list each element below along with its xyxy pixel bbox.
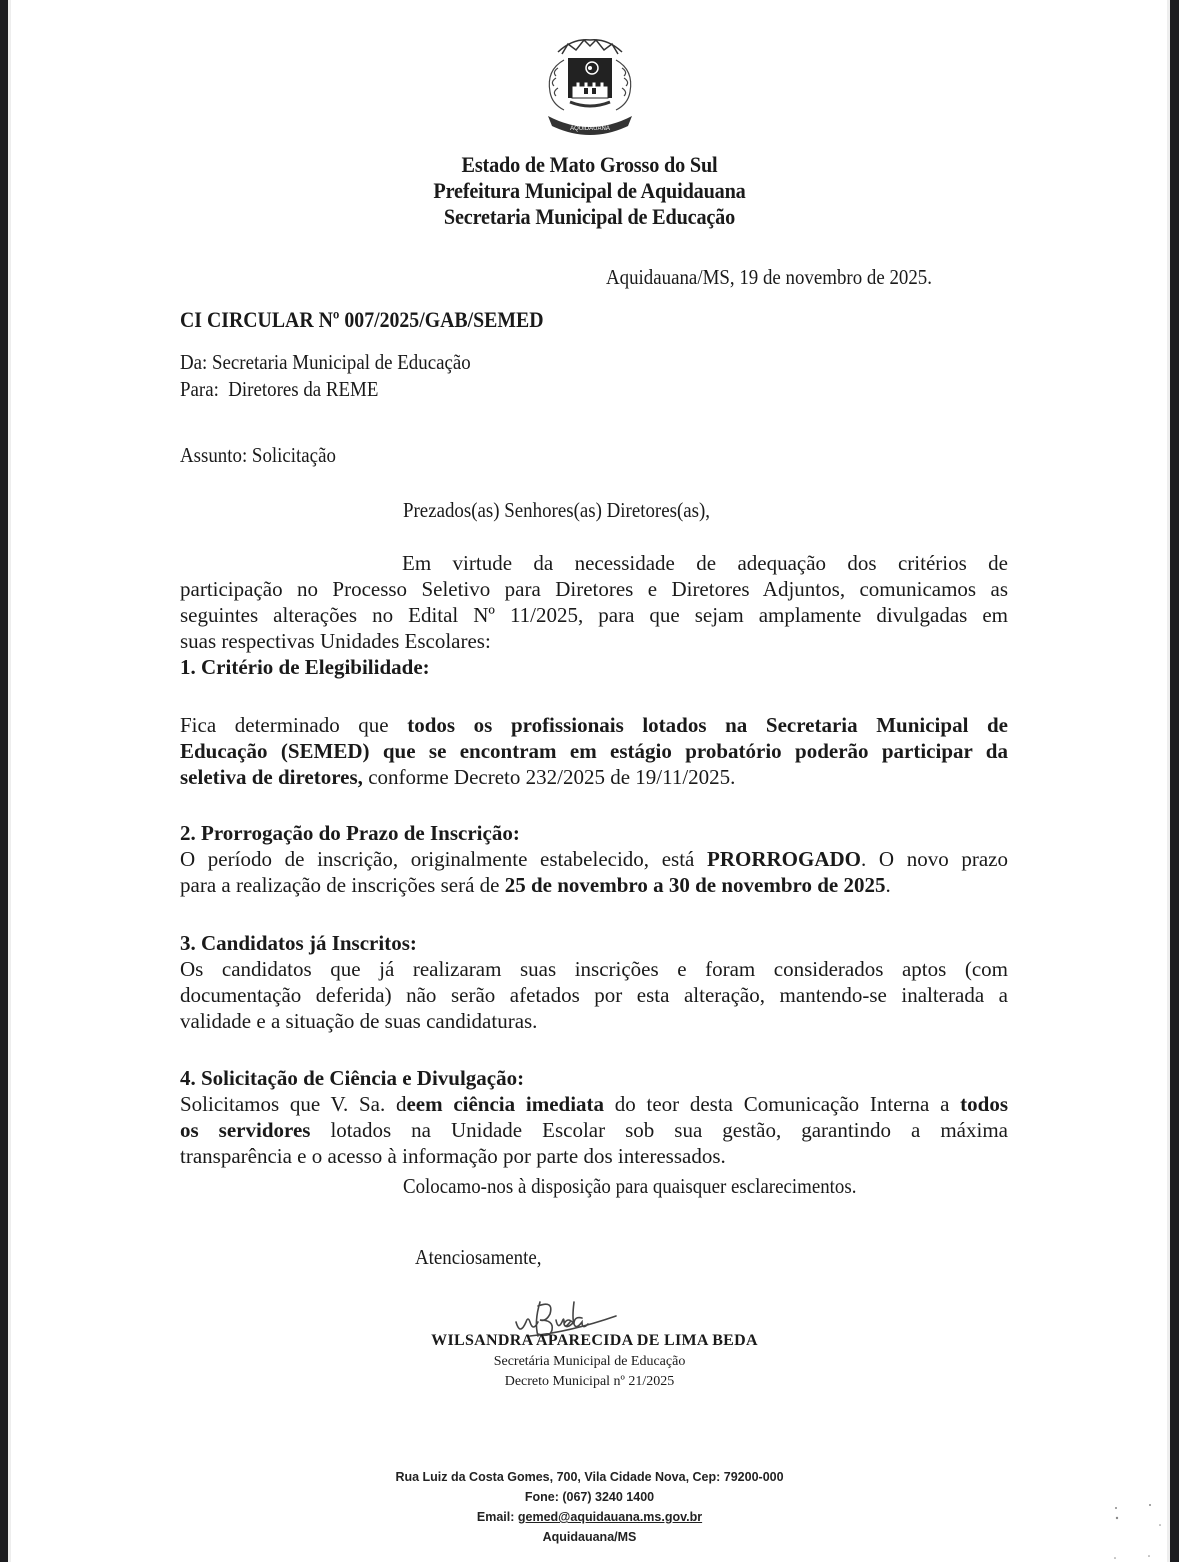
scan-border-left-shadow [8,0,11,1562]
intro-line-1: Em virtude da necessidade de adequação dos critérios de [402,551,1008,575]
subject-line: Assunto: Solicitação [180,443,336,467]
signatory-role: Secretária Municipal de Educação [493,1354,686,1369]
signatory-name-text: WILSANDRA APARECIDA DE LIMA BEDA [431,1332,758,1349]
section-3 [180,930,1008,1034]
header-state: Estado de Mato Grosso do Sul [461,152,718,177]
section-1-body [180,712,1008,790]
section-3-line-2: documentação deferida) não serão afetados por esta alteração, mantendo-se inalterada a [180,983,1008,1007]
section-4-line-3: transparência e o acesso à informação por parte dos interessados. [180,1144,726,1168]
section-4-title: 4. Solicitação de Ciência e Divulgação: [180,1066,525,1090]
section-1-title: 1. Critério de Elegibilidade: [180,655,430,679]
section-2 [180,820,1008,898]
section-3-title: 3. Candidatos já Inscritos: [180,931,417,955]
intro-line-3: seguintes alterações no Edital Nº 11/2025, para que sejam amplamente divulgadas em [180,603,1008,627]
footer-phone: Fone: (067) 3240 1400 [524,1490,655,1504]
section-4-emphasis-3: os servidores [180,1118,311,1142]
section-1-decree: conforme Decreto 232/2025 de 19/11/2025. [362,765,736,789]
signatory-decree: Decreto Municipal nº 21/2025 [504,1374,675,1389]
footer-email-line [0,1510,1179,1524]
svg-text:AQUIDAUANA: AQUIDAUANA [570,126,610,132]
section-2-period-end: . [885,873,891,897]
section-1-emphasis-2: Educação (SEMED) que se encontram em estágio probatório poderão participar da [180,739,1008,763]
section-2-text-2: . O novo prazo [861,847,1008,871]
section-4-emphasis: eem ciência imediata [406,1092,605,1116]
intro-paragraph [180,550,1008,680]
section-2-text: O período de inscrição, originalmente estabelecido, está [180,847,707,871]
document-reference: CI CIRCULAR Nº 007/2025/GAB/SEMED [180,307,544,332]
section-2-text-3: para a realização de inscrições será de [180,873,505,897]
signatory-name [0,1332,1179,1350]
section-1-emphasis-3: seletiva de diretores, [180,765,363,789]
section-4-text-3: lotados na Unidade Escolar sob sua gestão, garantindo a máxima [310,1118,1008,1142]
scan-border-left [0,0,8,1562]
section-4-emphasis-2: todos [960,1092,1008,1116]
footer-email-link[interactable]: gemed@aquidauana.ms.gov.br [517,1510,703,1524]
section-3-line-3: validade e a situação de suas candidaturas. [180,1009,538,1033]
intro-line-4: suas respectivas Unidades Escolares: [180,629,491,653]
section-1-emphasis: todos os profissionais lotados na Secretaria Municipal de [407,713,1009,737]
footer-email-label: Email: [476,1510,518,1524]
closing-note: Colocamo-nos à disposição para quaisquer esclarecimentos. [403,1174,857,1198]
scan-border-right [1170,0,1179,1562]
scan-border-right-shadow [1167,0,1170,1562]
section-1-text: Fica determinado que [180,713,408,737]
scan-noise [1090,1470,1170,1562]
sign-off: Atenciosamente, [415,1245,542,1269]
to-line: Para: Diretores da REME [180,377,379,401]
date-line: Aquidauana/MS, 19 de novembro de 2025. [606,265,932,289]
section-2-title: 2. Prorrogação do Prazo de Inscrição: [180,821,520,845]
footer-address: Rua Luiz da Costa Gomes, 700, Vila Cidade Nova, Cep: 79200-000 [395,1470,784,1484]
section-4 [180,1065,1008,1169]
section-4-text: Solicitamos que V. Sa. d [180,1092,407,1116]
header-prefecture: Prefeitura Municipal de Aquidauana [433,178,746,203]
coat-of-arms-icon [528,30,652,142]
footer-city: Aquidauana/MS [542,1530,637,1544]
salutation: Prezados(as) Senhores(as) Diretores(as), [403,498,711,522]
section-2-extended: PRORROGADO [707,847,861,871]
section-2-new-period: 25 de novembro a 30 de novembro de 2025 [504,873,886,897]
section-4-text-2: do teor desta Comunicação Interna a [604,1092,961,1116]
from-line: Da: Secretaria Municipal de Educação [180,350,471,374]
document-header [0,152,1179,230]
intro-line-2: participação no Processo Seletivo para Diretores e Diretores Adjuntos, comunicamos as [180,577,1008,601]
section-3-line-1: Os candidatos que já realizaram suas inscrições e foram considerados aptos (com [180,957,1008,981]
header-secretariat: Secretaria Municipal de Educação [443,204,736,229]
